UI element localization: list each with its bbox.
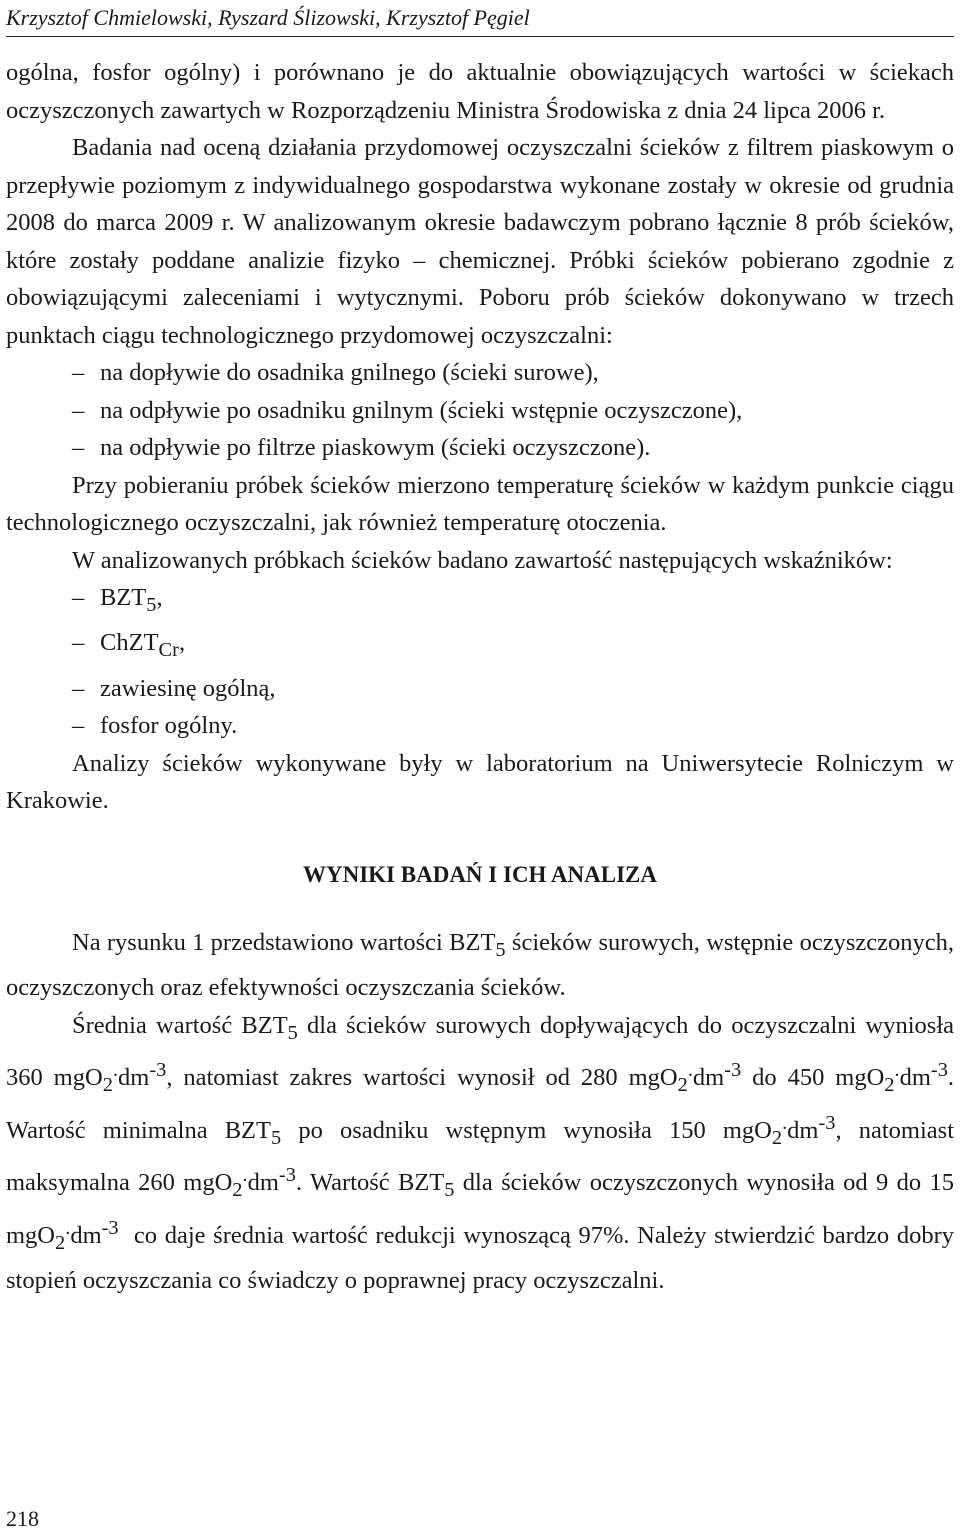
paragraph-continuation: ogólna, fosfor ogólny) i porównano je do aktualnie obowiązujących wartości w ściekach oczyszczonych zawartych w Rozporządzeniu Ministra Środowiska z dnia 24 lipca 2006 r. <box>6 59 954 124</box>
list-item-text: na odpływie po filtrze piaskowym (ścieki oczyszczone). <box>100 434 651 461</box>
list-item <box>6 429 954 467</box>
indicator-item <box>6 579 954 624</box>
indicator-item <box>6 707 954 745</box>
paragraph-temperature: Przy pobieraniu próbek ścieków mierzono temperaturę ścieków w każdym punkcie ciągu technologicznego oczyszczalni, jak również temperaturę otoczenia. <box>6 471 954 536</box>
indicator-text: zawiesinę ogólną, <box>100 674 276 702</box>
indicator-text: ChZT$_{Cr}$, <box>100 629 186 662</box>
list-item <box>6 354 954 392</box>
indicator-item <box>6 670 954 708</box>
page-body <box>6 54 954 1300</box>
running-header: Krzysztof Chmielowski, Ryszard Ślizowski, Krzysztof Pęgiel <box>6 4 954 37</box>
dash-bullet: – <box>72 434 85 461</box>
indicator-text: $BZT_5$, <box>100 584 163 616</box>
indicator-item <box>6 624 954 669</box>
page-number: 218 <box>6 1506 39 1531</box>
dash-bullet: – <box>72 396 85 424</box>
dash-bullet: – <box>72 629 85 657</box>
dash-bullet: – <box>72 674 85 702</box>
dash-bullet: – <box>72 712 85 740</box>
section-heading: WYNIKI BADAŃ I ICH ANALIZA <box>303 861 657 887</box>
paragraph-figure-reference: Na rysunku 1 przedstawiono wartości $BZT_5$ ścieków surowych, wstępnie oczyszczonych, oczyszczonych oraz efektywności oczyszczania ścieków. <box>6 928 954 1002</box>
list-item-text: na odpływie po osadniku gnilnym (ścieki wstępnie oczyszczone), <box>100 396 743 424</box>
paragraph-indicators: W analizowanych próbkach ścieków badano zawartość następujących wskaźników: <box>72 546 893 574</box>
indicator-text: fosfor ogólny. <box>100 712 238 740</box>
dash-bullet: – <box>72 584 85 611</box>
paragraph-bod-results: Średnia wartość $BZT_5$ dla ścieków surowych dopływających do oczyszczalni wyniosła 360 $mgO_2^.dm^{-3}$, natomiast zakres wartości wynosił od 280 $mgO_2^.dm^{-3}$ do 450 $mgO_2^.dm^{-3}$. Wartość minimalna $BZT_5$ po osadniku wstępnym wynosiła 150 $mgO_2^.dm^{-3}$, natomiast maksymalna 260 $mgO_2^.dm^{-3}$. Wartość $BZT_5$ dla ścieków oczyszczonych wynosiła od 9 do 15 $mgO_2^.dm^{-3}$ co daje średnia wartość redukcji wynoszącą 97%. Należy stwierdzić bardzo dobry stopień oczyszczania co świadczy o poprawnej pracy oczyszczalni. <box>6 1011 955 1295</box>
dash-bullet: – <box>72 359 85 386</box>
paragraph-study-description: Badania nad oceną działania przydomowej oczyszczalni ścieków z filtrem piaskowym o przepływie poziomym z indywidualnego gospodarstwa wykonane zostały w okresie od grudnia 2008 do marca 2009 r. W analizowanym okresie badawczym pobrano łącznie 8 prób ścieków, które zostały poddane analizie fizyko – chemicznej. Próbki ścieków pobierano zgodnie z obowiązującymi zaleceniami i wytycznymi. Poboru prób ścieków dokonywano w trzech punktach ciągu technologicznego przydomowej oczyszczalni: <box>6 134 954 349</box>
list-item <box>6 392 954 430</box>
paragraph-laboratory: Analizy ścieków wykonywane były w laboratorium na Uniwersytecie Rolniczym w Krakowie. <box>6 749 954 815</box>
list-item-text: na dopływie do osadnika gnilnego (ścieki surowe), <box>100 359 599 386</box>
